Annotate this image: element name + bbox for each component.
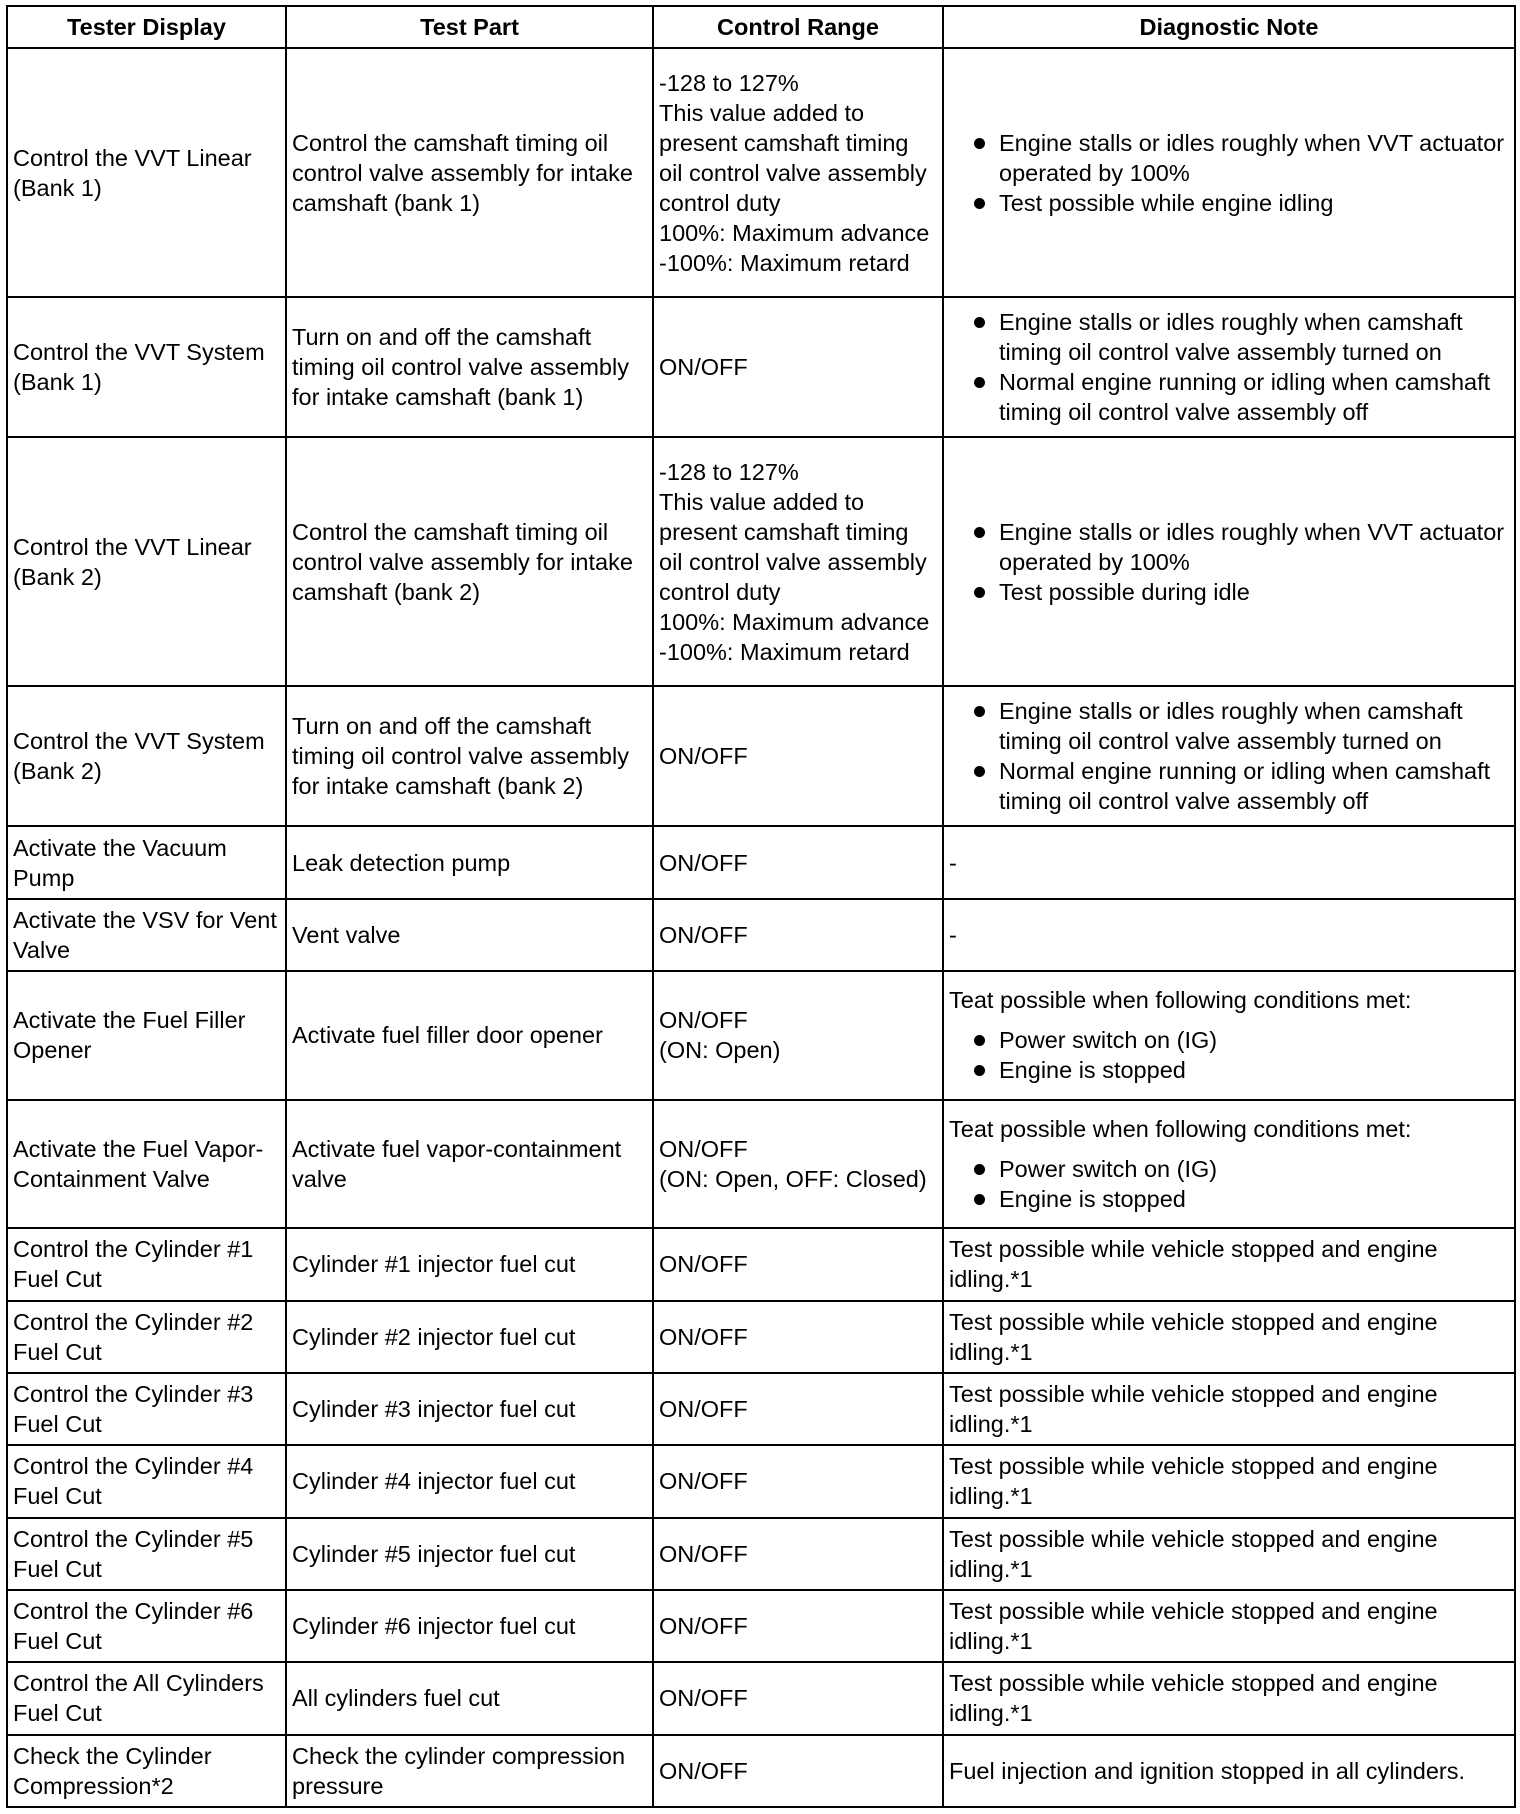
diagnostic-note-item-text: Engine is stopped xyxy=(999,1185,1186,1212)
diagnostic-note-cell xyxy=(943,48,1515,297)
diagnostic-note-cell xyxy=(943,1662,1515,1734)
diagnostic-note-cell xyxy=(943,1735,1515,1807)
bullet-icon xyxy=(974,766,985,777)
diagnostic-note-text: Test possible while vehicle stopped and engine idling.*1 xyxy=(949,1308,1438,1365)
tester-display-cell: Check the Cylinder Compression*2 xyxy=(7,1735,286,1807)
test-part-cell: Cylinder #1 injector fuel cut xyxy=(286,1228,653,1300)
test-part-cell: Leak detection pump xyxy=(286,826,653,898)
diagnostic-note-item-text: Normal engine running or idling when camshaft timing oil control valve assembly off xyxy=(999,369,1491,426)
diagnostic-note-item-text: Normal engine running or idling when camshaft timing oil control valve assembly off xyxy=(999,758,1491,815)
control-range-line: ON/OFF xyxy=(659,1540,748,1567)
table-row xyxy=(7,686,1515,826)
diagnostic-note-item-text: Engine is stopped xyxy=(999,1057,1186,1084)
control-range-line: -100%: Maximum retard xyxy=(659,249,910,276)
bullet-icon xyxy=(974,527,985,538)
tester-display-cell: Activate the Fuel Filler Opener xyxy=(7,971,286,1100)
diagnostic-note-text: - xyxy=(949,921,957,948)
bullet-icon xyxy=(974,587,985,598)
control-range-line: ON/OFF xyxy=(659,1613,748,1640)
control-range-line: -100%: Maximum retard xyxy=(659,638,910,665)
bullet-icon xyxy=(974,1035,985,1046)
diagnostic-note-item xyxy=(949,128,1509,188)
control-range-cell xyxy=(653,686,943,826)
control-range-line: (ON: Open, OFF: Closed) xyxy=(659,1165,927,1192)
table-row xyxy=(7,1373,1515,1445)
table-row xyxy=(7,1735,1515,1807)
control-range-line: ON/OFF xyxy=(659,1251,748,1278)
diagnostic-note-list xyxy=(949,1154,1509,1214)
diagnostic-note-list xyxy=(949,307,1509,427)
diagnostic-note-item xyxy=(949,188,1509,218)
tester-display-cell: Control the Cylinder #2 Fuel Cut xyxy=(7,1301,286,1373)
test-part-cell: Cylinder #6 injector fuel cut xyxy=(286,1590,653,1662)
control-range-line: This value added to present camshaft timing oil control valve assembly control duty xyxy=(659,99,927,216)
diagnostic-note-text: Test possible while vehicle stopped and engine idling.*1 xyxy=(949,1381,1438,1438)
diagnostic-note-item xyxy=(949,1154,1509,1184)
diagnostic-note-item-text: Engine stalls or idles roughly when camshaft timing oil control valve assembly turned on xyxy=(999,309,1463,366)
control-range-line: ON/OFF xyxy=(659,354,748,381)
diagnostic-note-item-text: Test possible during idle xyxy=(999,578,1250,605)
table-row xyxy=(7,1445,1515,1517)
diagnostic-note-list xyxy=(949,696,1509,816)
header-row xyxy=(7,6,1515,48)
control-range-line: ON/OFF xyxy=(659,1135,748,1162)
diagnostic-note-item-text: Power switch on (IG) xyxy=(999,1027,1218,1054)
diagnostic-note-item xyxy=(949,756,1509,816)
control-range-line: ON/OFF xyxy=(659,1685,748,1712)
diagnostic-note-text: Test possible while vehicle stopped and engine idling.*1 xyxy=(949,1598,1438,1655)
test-part-cell: Cylinder #3 injector fuel cut xyxy=(286,1373,653,1445)
diagnostic-note-cell xyxy=(943,1373,1515,1445)
control-range-cell xyxy=(653,1735,943,1807)
table-row xyxy=(7,1662,1515,1734)
table-row xyxy=(7,1301,1515,1373)
diagnostic-note-item xyxy=(949,517,1509,577)
table-row xyxy=(7,1590,1515,1662)
diagnostic-note-item xyxy=(949,1184,1509,1214)
tester-display-cell: Activate the VSV for Vent Valve xyxy=(7,899,286,971)
diagnostic-note-text: Teat possible when following conditions met: xyxy=(949,1115,1412,1142)
control-range-line: ON/OFF xyxy=(659,921,748,948)
diagnostic-note-cell xyxy=(943,1301,1515,1373)
tester-display-cell: Activate the Fuel Vapor-Containment Valve xyxy=(7,1100,286,1229)
diagnostic-note-text: Test possible while vehicle stopped and engine idling.*1 xyxy=(949,1236,1438,1293)
diagnostic-note-cell xyxy=(943,1518,1515,1590)
control-range-cell xyxy=(653,1445,943,1517)
test-part-cell: Control the camshaft timing oil control valve assembly for intake camshaft (bank 1) xyxy=(286,48,653,297)
diagnostic-note-cell xyxy=(943,297,1515,437)
control-range-cell xyxy=(653,1228,943,1300)
diagnostic-note-item-text: Power switch on (IG) xyxy=(999,1155,1218,1182)
table-row xyxy=(7,437,1515,686)
diagnostic-note-text: Test possible while vehicle stopped and engine idling.*1 xyxy=(949,1453,1438,1510)
table-row xyxy=(7,48,1515,297)
tester-display-cell: Control the Cylinder #5 Fuel Cut xyxy=(7,1518,286,1590)
diagnostic-note-item xyxy=(949,367,1509,427)
table-row xyxy=(7,297,1515,437)
diagnostic-note-list xyxy=(949,128,1509,218)
test-part-cell: Vent valve xyxy=(286,899,653,971)
table-row xyxy=(7,1228,1515,1300)
diagnostic-note-item-text: Engine stalls or idles roughly when camshaft timing oil control valve assembly turned on xyxy=(999,698,1463,755)
control-range-line: ON/OFF xyxy=(659,849,748,876)
control-range-line: -128 to 127% xyxy=(659,458,799,485)
test-part-cell: Turn on and off the camshaft timing oil control valve assembly for intake camshaft (bank 1) xyxy=(286,297,653,437)
test-part-cell: Cylinder #4 injector fuel cut xyxy=(286,1445,653,1517)
diagnostic-note-item xyxy=(949,1025,1509,1055)
diagnostic-note-cell xyxy=(943,437,1515,686)
table-row xyxy=(7,971,1515,1100)
diagnostic-note-text: Test possible while vehicle stopped and engine idling.*1 xyxy=(949,1525,1438,1582)
diagnostic-note-text: Teat possible when following conditions met: xyxy=(949,987,1412,1014)
control-range-line: ON/OFF xyxy=(659,1757,748,1784)
control-range-line: 100%: Maximum advance xyxy=(659,608,930,635)
diagnostic-note-item-text: Test possible while engine idling xyxy=(999,189,1334,216)
table-header xyxy=(7,6,1515,48)
test-part-cell: Turn on and off the camshaft timing oil control valve assembly for intake camshaft (bank 2) xyxy=(286,686,653,826)
header-control-range: Control Range xyxy=(653,6,943,48)
bullet-icon xyxy=(974,377,985,388)
diagnostic-note-list xyxy=(949,1025,1509,1085)
control-range-cell xyxy=(653,1590,943,1662)
control-range-cell xyxy=(653,297,943,437)
test-part-cell: Cylinder #5 injector fuel cut xyxy=(286,1518,653,1590)
control-range-cell xyxy=(653,1518,943,1590)
diagnostic-note-item xyxy=(949,696,1509,756)
tester-display-cell: Control the VVT Linear (Bank 1) xyxy=(7,48,286,297)
diagnostic-note-item-text: Engine stalls or idles roughly when VVT actuator operated by 100% xyxy=(999,129,1505,186)
diagnostic-note-text: Fuel injection and ignition stopped in all cylinders. xyxy=(949,1757,1466,1784)
active-test-table xyxy=(6,5,1516,1808)
control-range-line: (ON: Open) xyxy=(659,1037,781,1064)
bullet-icon xyxy=(974,198,985,209)
control-range-cell xyxy=(653,1301,943,1373)
test-part-cell: All cylinders fuel cut xyxy=(286,1662,653,1734)
tester-display-cell: Control the All Cylinders Fuel Cut xyxy=(7,1662,286,1734)
table-row xyxy=(7,826,1515,898)
tester-display-cell: Control the Cylinder #3 Fuel Cut xyxy=(7,1373,286,1445)
tester-display-cell: Control the Cylinder #6 Fuel Cut xyxy=(7,1590,286,1662)
header-diagnostic-note: Diagnostic Note xyxy=(943,6,1515,48)
bullet-icon xyxy=(974,138,985,149)
bullet-icon xyxy=(974,317,985,328)
control-range-cell xyxy=(653,971,943,1100)
tester-display-cell: Control the Cylinder #1 Fuel Cut xyxy=(7,1228,286,1300)
diagnostic-note-item xyxy=(949,577,1509,607)
control-range-line: ON/OFF xyxy=(659,1323,748,1350)
diagnostic-note-cell xyxy=(943,1445,1515,1517)
tester-display-cell: Activate the Vacuum Pump xyxy=(7,826,286,898)
control-range-line: -128 to 127% xyxy=(659,69,799,96)
bullet-icon xyxy=(974,1194,985,1205)
control-range-cell xyxy=(653,1100,943,1229)
control-range-cell xyxy=(653,48,943,297)
tester-display-cell: Control the Cylinder #4 Fuel Cut xyxy=(7,1445,286,1517)
test-part-cell: Activate fuel vapor-containment valve xyxy=(286,1100,653,1229)
diagnostic-note-text: - xyxy=(949,849,957,876)
diagnostic-note-list xyxy=(949,517,1509,607)
control-range-line: ON/OFF xyxy=(659,743,748,770)
control-range-line: This value added to present camshaft timing oil control valve assembly control duty xyxy=(659,488,927,605)
control-range-cell xyxy=(653,899,943,971)
test-part-cell: Activate fuel filler door opener xyxy=(286,971,653,1100)
diagnostic-note-text: Test possible while vehicle stopped and engine idling.*1 xyxy=(949,1670,1438,1727)
test-part-cell: Cylinder #2 injector fuel cut xyxy=(286,1301,653,1373)
control-range-cell xyxy=(653,437,943,686)
control-range-line: ON/OFF xyxy=(659,1468,748,1495)
diagnostic-note-cell xyxy=(943,899,1515,971)
bullet-icon xyxy=(974,1065,985,1076)
header-test-part: Test Part xyxy=(286,6,653,48)
tester-display-cell: Control the VVT System (Bank 1) xyxy=(7,297,286,437)
tester-display-cell: Control the VVT Linear (Bank 2) xyxy=(7,437,286,686)
diagnostic-note-item xyxy=(949,1055,1509,1085)
control-range-cell xyxy=(653,1662,943,1734)
test-part-cell: Control the camshaft timing oil control valve assembly for intake camshaft (bank 2) xyxy=(286,437,653,686)
header-tester-display: Tester Display xyxy=(7,6,286,48)
control-range-cell xyxy=(653,826,943,898)
bullet-icon xyxy=(974,1164,985,1175)
control-range-line: ON/OFF xyxy=(659,1396,748,1423)
table-row xyxy=(7,1518,1515,1590)
tester-display-cell: Control the VVT System (Bank 2) xyxy=(7,686,286,826)
control-range-cell xyxy=(653,1373,943,1445)
bullet-icon xyxy=(974,706,985,717)
diagnostic-note-cell xyxy=(943,1228,1515,1300)
control-range-line: ON/OFF xyxy=(659,1007,748,1034)
test-part-cell: Check the cylinder compression pressure xyxy=(286,1735,653,1807)
diagnostic-note-item xyxy=(949,307,1509,367)
diagnostic-note-cell xyxy=(943,1100,1515,1229)
diagnostic-note-cell xyxy=(943,971,1515,1100)
table-row xyxy=(7,899,1515,971)
diagnostic-note-item-text: Engine stalls or idles roughly when VVT actuator operated by 100% xyxy=(999,518,1505,575)
control-range-line: 100%: Maximum advance xyxy=(659,219,930,246)
table-body xyxy=(7,48,1515,1807)
diagnostic-note-cell xyxy=(943,1590,1515,1662)
diagnostic-note-cell xyxy=(943,686,1515,826)
diagnostic-note-cell xyxy=(943,826,1515,898)
table-row xyxy=(7,1100,1515,1229)
